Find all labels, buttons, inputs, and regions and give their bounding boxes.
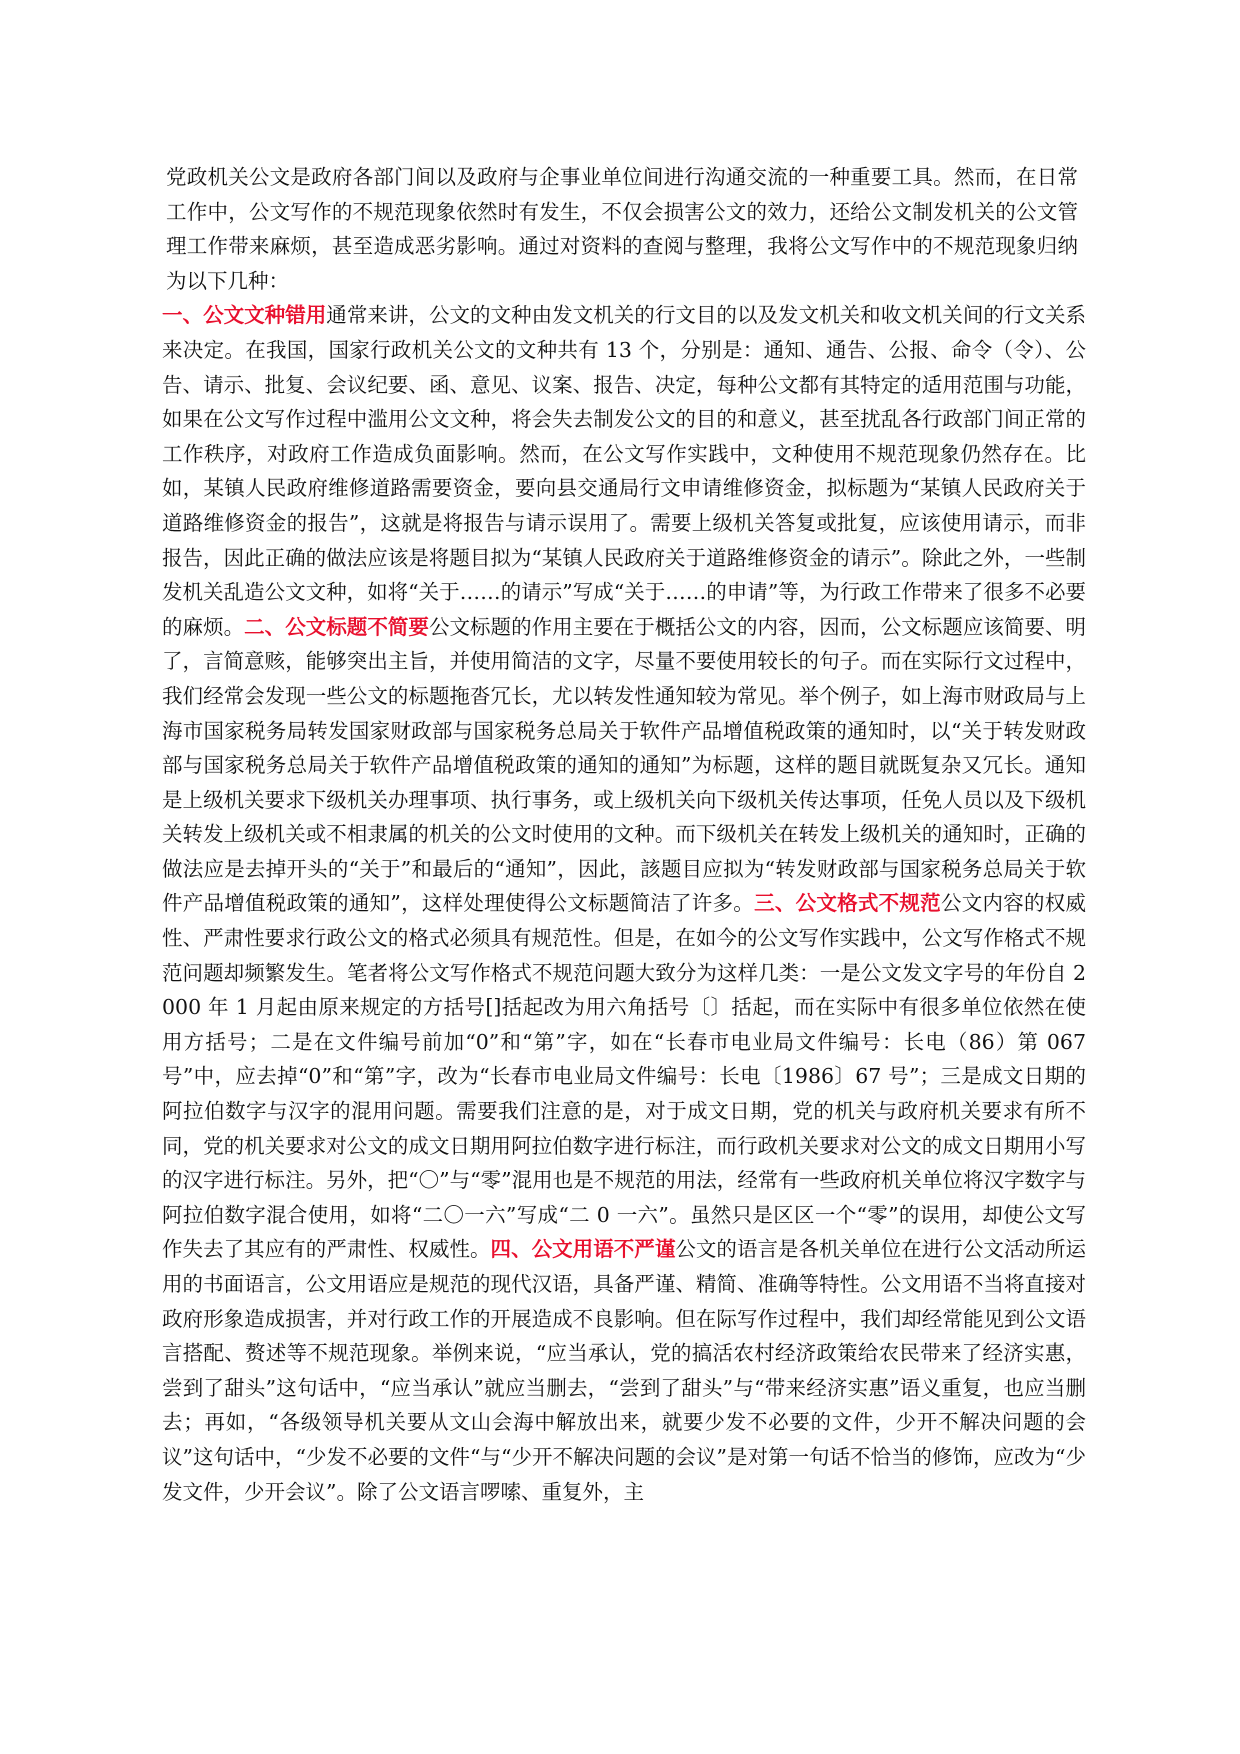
section-1-heading: 一、公文文种错用 bbox=[162, 303, 327, 328]
section-1-text: 通常来讲，公文的文种由发文机关的行文目的以及发文机关和收文机关间的行文关系来决定。在我国，国家行政机关公文的文种共有 13 个，分别是：通知、通告、公报、命令（令）、公告、请示、批复、会议纪要、函、意见、议案、报告、决定，每种公文都有其特定的适用范围与功能，如果在公文写作过程中滥用公文文种，将会失去制发公文的目的和意义，甚至扰乱各行政部门间正常的工作秩序，对政府工作造成负面影响。然而，在公文写作实践中，文种使用不规范现象仍然存在。比如，某镇人民政府维修道路需要资金，要向县交通局行文申请维修资金，拟标题为“某镇人民政府关于道路维修资金的报告”，这就是将报告与请示误用了。需要上级机关答复或批复，应该使用请示，而非报告，因此正确的做法应该是将题目拟为“某镇人民政府关于道路维修资金的请示”。除此之外，一些制发机关乱造公文文种，如将“关于……的请示”写成“关于……的申请”等，为行政工作带来了很多不必要的麻烦。 bbox=[162, 303, 1087, 639]
section-4-text: 公文的语言是各机关单位在进行公文活动所运用的书面语言，公文用语应是规范的现代汉语，具备严谨、精简、准确等特性。公文用语不当将直接对政府形象造成损害，并对行政工作的开展造成不良影响。但在际写作过程中，我们却经常能见到公文语言搭配、赘述等不规范现象。举例来说，“应当承认，党的搞活农村经济政策给农民带来了经济实惠，尝到了甜头”这句话中，“应当承认”就应当删去，“尝到了甜头”与“带来经济实惠”语义重复，也应当删去；再如，“各级领导机关要从文山会海中解放出来，就要少发不必要的文件，少开不解决问题的会议”这句话中，“少发不必要的文件“与“少开不解决问题的会议”是对第一句话不恰当的修饰，应改为“少发文件，少开会议”。除了公文语言啰嗦、重复外，主 bbox=[162, 1237, 1087, 1504]
section-3-text: 公文内容的权威性、严肃性要求行政公文的格式必须具有规范性。但是，在如今的公文写作实践中，公文写作格式不规范问题却频繁发生。笔者将公文写作格式不规范问题大致分为这样几类：一是公文发文字号的年份自 2000 年 1 月起由原来规定的方括号[]括起改为用六角括号〔〕括起，而在实际中有很多单位依然在使用方括号；二是在文件编号前加“0”和“第”字，如在“长春市电业局文件编号：长电（86）第 067 号”中，应去掉“0”和“第”字，改为“长春市电业局文件编号：长电〔1986〕67 号”；三是成文日期的阿拉伯数字与汉字的混用问题。需要我们注意的是，对于成文日期，党的机关与政府机关要求有所不同，党的机关要求对公文的成文日期用阿拉伯数字进行标注，而行政机关要求对公文的成文日期用小写的汉字进行标注。另外，把“〇”与“零”混用也是不规范的用法，经常有一些政府机关单位将汉字数字与阿拉伯数字混合使用，如将“二〇一六”写成“二 0 一六”。虽然只是区区一个“零”的误用，却使公文写作失去了其应有的严肃性、权威性。 bbox=[162, 891, 1087, 1262]
document-page bbox=[162, 160, 1086, 1509]
section-2-heading: 二、公文标题不简要 bbox=[244, 614, 429, 639]
intro-paragraph: 党政机关公文是政府各部门间以及政府与企事业单位间进行沟通交流的一种重要工具。然而，在日常工作中，公文写作的不规范现象依然时有发生，不仅会损害公文的效力，还给公文制发机关的公文管理工作带来麻烦，甚至造成恶劣影响。通过对资料的查阅与整理，我将公文写作中的不规范现象归纳为以下几种： bbox=[166, 165, 1078, 293]
section-3-heading: 三、公文格式不规范 bbox=[754, 891, 941, 916]
body-paragraph bbox=[162, 298, 1086, 1509]
section-4-heading: 四、公文用语不严谨 bbox=[490, 1237, 676, 1262]
section-2-text: 公文标题的作用主要在于概括公文的内容，因而，公文标题应该简要、明了，言简意赅，能够突出主旨，并使用简洁的文字，尽量不要使用较长的句子。而在实际行文过程中，我们经常会发现一些公文的标题拖沓冗长，尤以转发性通知较为常见。举个例子，如上海市财政局与上海市国家税务局转发国家财政部与国家税务总局关于软件产品增值税政策的通知时，以“关于转发财政部与国家税务总局关于软件产品增值税政策的通知的通知”为标题，这样的题目就既复杂又冗长。通知是上级机关要求下级机关办理事项、执行事务，或上级机关向下级机关传达事项，任免人员以及下级机关转发上级机关或不相隶属的机关的公文时使用的文种。而下级机关在转发上级机关的通知时，正确的做法应是去掉开头的“关于”和最后的“通知”，因此，該题目应拟为“转发财政部与国家税务总局关于软件产品增值税政策的通知”，这样处理使得公文标题简洁了许多。 bbox=[162, 614, 1087, 916]
